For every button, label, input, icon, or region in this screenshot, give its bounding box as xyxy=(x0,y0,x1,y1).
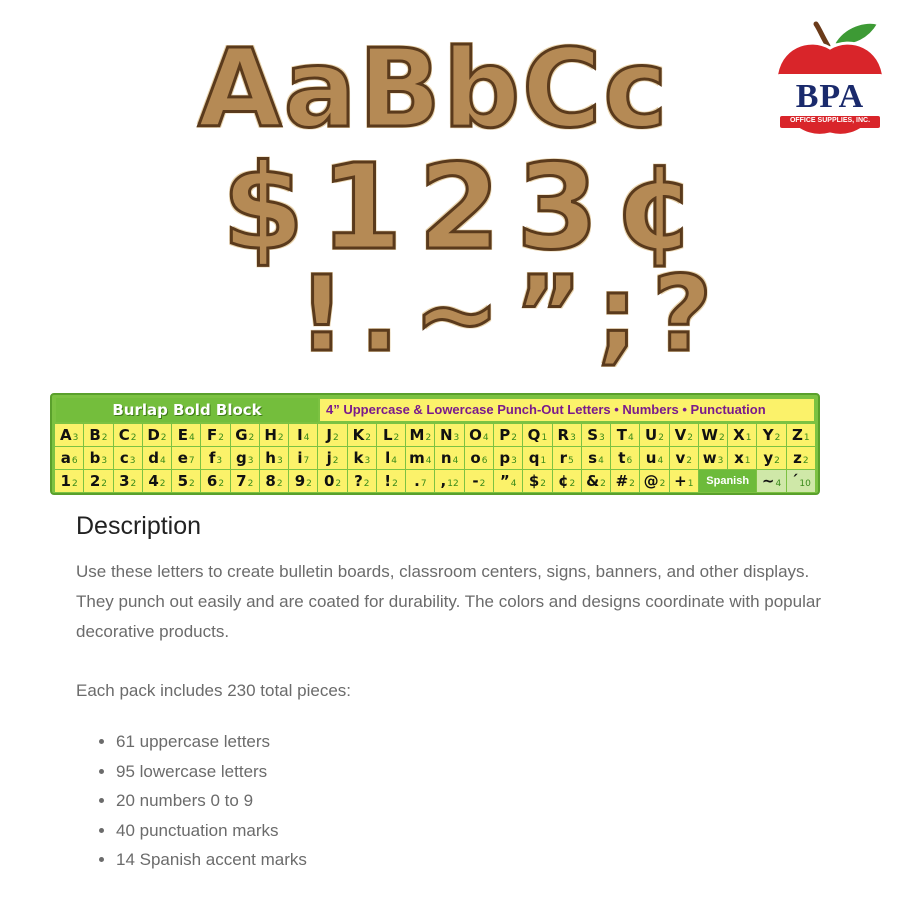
piece-cell xyxy=(84,424,112,446)
piece-char: o xyxy=(470,449,481,467)
hero-glyph: B xyxy=(358,27,441,152)
piece-count: 2 xyxy=(569,479,576,489)
piece-count: 2 xyxy=(687,433,693,443)
hero-glyph: . xyxy=(359,253,399,375)
piece-count: 7 xyxy=(303,456,310,466)
piece-count: 2 xyxy=(189,479,195,489)
piece-cell xyxy=(377,470,405,492)
piece-cell xyxy=(640,470,668,492)
hero-glyph: 1 xyxy=(320,138,403,276)
piece-cell xyxy=(114,470,142,492)
piece-char: S xyxy=(587,426,599,444)
product-hero-image xyxy=(0,0,900,390)
piece-cell xyxy=(523,447,551,469)
piece-char: 7 xyxy=(236,472,247,490)
piece-char: @ xyxy=(643,472,659,490)
piece-count: 2 xyxy=(159,479,166,489)
piece-cell xyxy=(523,424,551,446)
piece-char: T xyxy=(616,426,627,444)
piece-cell xyxy=(553,447,581,469)
piece-char: 4 xyxy=(148,472,159,490)
piece-cell xyxy=(523,470,551,492)
piece-count: 1 xyxy=(803,433,810,443)
piece-count: 2 xyxy=(393,433,400,443)
piece-count: 4 xyxy=(303,433,310,443)
piece-cell xyxy=(55,470,83,492)
piece-cell xyxy=(231,447,259,469)
piece-char: w xyxy=(702,449,717,467)
piece-cell xyxy=(260,470,288,492)
piece-count: 2 xyxy=(658,433,664,443)
piece-count: 4 xyxy=(657,456,664,466)
piece-char: X xyxy=(733,426,745,444)
piece-cell xyxy=(84,447,112,469)
piece-cell xyxy=(670,447,698,469)
piece-count: 2 xyxy=(277,433,284,443)
piece-cell xyxy=(406,470,434,492)
hero-glyph: ~ xyxy=(412,253,501,375)
piece-char: 8 xyxy=(265,472,276,490)
piece-count: 4 xyxy=(188,433,195,443)
hero-glyph: ” xyxy=(514,253,583,375)
piece-char: ? xyxy=(354,472,363,490)
piece-char: 1 xyxy=(60,472,71,490)
piece-count: 1 xyxy=(744,456,751,466)
piece-cell xyxy=(55,424,83,446)
piece-char: 0 xyxy=(323,472,335,490)
piece-char: 9 xyxy=(294,472,306,490)
piece-char: r xyxy=(559,449,568,467)
piece-char: q xyxy=(528,449,540,467)
piece-count: 2 xyxy=(335,479,342,489)
piece-cell xyxy=(289,424,317,446)
piece-count: 2 xyxy=(479,479,486,489)
piece-count: 2 xyxy=(101,479,107,489)
pack-contents-item: • 40 punctuation marks xyxy=(116,816,836,846)
piece-count: 2 xyxy=(629,479,635,489)
piece-count: 2 xyxy=(600,479,606,489)
piece-count: 4 xyxy=(627,433,634,443)
piece-cell xyxy=(201,447,229,469)
piece-count-grid xyxy=(55,424,815,492)
piece-cell xyxy=(494,424,522,446)
piece-char: m xyxy=(409,449,425,467)
hero-glyph: ! xyxy=(298,253,346,375)
piece-cell xyxy=(553,424,581,446)
piece-char: j xyxy=(326,449,332,467)
piece-cell xyxy=(699,447,727,469)
piece-char: 3 xyxy=(119,472,130,490)
piece-cell xyxy=(699,424,727,446)
piece-count: 3 xyxy=(364,456,371,466)
piece-char: A xyxy=(59,426,72,444)
piece-cell xyxy=(114,424,142,446)
piece-cell xyxy=(377,447,405,469)
piece-char: a xyxy=(60,449,71,467)
piece-cell xyxy=(494,470,522,492)
hero-glyph: ; xyxy=(596,253,639,375)
piece-count: 4 xyxy=(452,456,459,466)
piece-char: 5 xyxy=(177,472,189,490)
piece-cell xyxy=(553,470,581,492)
piece-count: 3 xyxy=(599,433,605,443)
hero-row-numbers xyxy=(222,138,713,276)
piece-cell xyxy=(611,470,639,492)
piece-count: 2 xyxy=(101,433,108,443)
piece-char: D xyxy=(147,426,160,444)
piece-cell xyxy=(84,470,112,492)
piece-cell xyxy=(406,424,434,446)
piece-cell xyxy=(582,424,610,446)
piece-cell xyxy=(611,424,639,446)
piece-char: e xyxy=(177,449,188,467)
piece-cell xyxy=(728,447,756,469)
pack-contents-item: • 14 Spanish accent marks xyxy=(116,845,836,875)
piece-count: 2 xyxy=(276,479,283,489)
piece-count: 2 xyxy=(247,479,254,489)
hero-glyph: a xyxy=(283,27,357,152)
piece-char: 2 xyxy=(89,472,101,490)
piece-char: F xyxy=(206,426,218,444)
piece-char: C xyxy=(118,426,130,444)
piece-count: 2 xyxy=(306,479,312,489)
piece-count: 1 xyxy=(687,479,694,489)
hero-row-letters xyxy=(198,27,669,152)
hero-glyph: $ xyxy=(222,138,305,276)
piece-cell xyxy=(435,447,463,469)
hero-glyph: C xyxy=(522,27,602,152)
pack-contents-intro: Each pack includes 230 total pieces: xyxy=(76,681,352,700)
piece-count: 3 xyxy=(72,433,79,443)
piece-count: 10 xyxy=(799,479,811,489)
piece-cell xyxy=(435,470,463,492)
hero-glyph: A xyxy=(198,27,282,152)
piece-count: 4 xyxy=(775,479,782,489)
piece-cell xyxy=(289,447,317,469)
piece-count: 2 xyxy=(802,456,809,466)
piece-cell xyxy=(670,470,698,492)
piece-char: K xyxy=(352,426,365,444)
piece-char: R xyxy=(557,426,570,444)
piece-char: ¢ xyxy=(558,472,569,490)
piece-cell xyxy=(640,424,668,446)
piece-cell xyxy=(494,447,522,469)
piece-cell xyxy=(728,424,756,446)
piece-cell xyxy=(465,424,493,446)
piece-cell xyxy=(318,424,346,446)
piece-cell xyxy=(611,447,639,469)
piece-cell xyxy=(465,470,493,492)
piece-count: 1 xyxy=(541,433,548,443)
piece-cell xyxy=(348,447,376,469)
piece-char: G xyxy=(235,426,248,444)
piece-cell xyxy=(143,424,171,446)
piece-cell xyxy=(172,424,200,446)
piece-cell xyxy=(435,424,463,446)
piece-count: 2 xyxy=(363,479,370,489)
pack-contents-item: • 61 uppercase letters xyxy=(116,727,836,757)
logo-tagline: OFFICE SUPPLIES, INC. xyxy=(789,117,871,124)
hero-glyph: ¢ xyxy=(614,138,697,276)
piece-cell xyxy=(348,424,376,446)
piece-cell xyxy=(377,424,405,446)
piece-cell xyxy=(114,447,142,469)
piece-char: + xyxy=(674,472,687,490)
piece-char: p xyxy=(499,449,511,467)
hero-glyph: b xyxy=(442,27,521,152)
product-line-title: Burlap Bold Block xyxy=(56,398,318,422)
piece-char: O xyxy=(469,426,482,444)
piece-count: 2 xyxy=(130,433,137,443)
piece-char: d xyxy=(148,449,159,467)
piece-char: i xyxy=(297,449,303,467)
piece-count: 4 xyxy=(391,456,398,466)
piece-cell xyxy=(757,470,785,492)
piece-char: l xyxy=(385,449,391,467)
piece-cell xyxy=(465,447,493,469)
piece-count: 7 xyxy=(420,479,427,489)
piece-count: 2 xyxy=(392,479,398,489)
piece-char: # xyxy=(615,472,629,490)
hero-glyph: 2 xyxy=(418,138,501,276)
piece-cell xyxy=(787,470,815,492)
piece-cell xyxy=(143,447,171,469)
piece-count: 2 xyxy=(71,479,78,489)
logo-wordmark: BPA xyxy=(795,78,865,115)
piece-char: g xyxy=(236,449,247,467)
piece-cell xyxy=(318,470,346,492)
piece-char: W xyxy=(701,426,718,444)
piece-cell xyxy=(260,424,288,446)
piece-count: 6 xyxy=(71,456,78,466)
piece-char: f xyxy=(208,449,216,467)
piece-count: 2 xyxy=(540,479,547,489)
piece-char: h xyxy=(265,449,276,467)
piece-cell xyxy=(406,447,434,469)
piece-char: ~ xyxy=(761,472,775,490)
piece-count: 4 xyxy=(425,456,432,466)
piece-char: x xyxy=(734,449,744,467)
piece-cell xyxy=(582,470,610,492)
piece-count: 3 xyxy=(129,456,136,466)
spanish-label: Spanish xyxy=(699,470,757,492)
description-paragraph: Use these letters to create bulletin boards, classroom centers, signs, banners, and other displays. They punch out easily and are coated for durability. The colors and designs coordinate with popular decorative products. xyxy=(76,562,821,641)
piece-count: 3 xyxy=(570,433,576,443)
piece-char: $ xyxy=(528,472,540,490)
piece-char: I xyxy=(297,426,303,444)
piece-cell xyxy=(289,470,317,492)
piece-char: U xyxy=(645,426,658,444)
piece-char: Z xyxy=(792,426,803,444)
piece-cell xyxy=(231,424,259,446)
product-subtitle: 4” Uppercase & Lowercase Punch-Out Letters • Numbers • Punctuation xyxy=(320,399,814,421)
piece-count: 3 xyxy=(101,456,108,466)
bpa-logo[interactable] xyxy=(770,18,890,146)
piece-char: M xyxy=(409,426,425,444)
piece-char: 6 xyxy=(206,472,218,490)
piece-char: b xyxy=(89,449,101,467)
piece-count: 2 xyxy=(130,479,137,489)
piece-char: N xyxy=(439,426,453,444)
piece-cell xyxy=(172,470,200,492)
piece-count: 4 xyxy=(482,433,489,443)
piece-count: 2 xyxy=(425,433,432,443)
piece-count: 2 xyxy=(774,433,781,443)
piece-char: s xyxy=(588,449,598,467)
piece-count: 2 xyxy=(511,433,518,443)
hero-glyph: c xyxy=(603,27,668,152)
piece-cell xyxy=(640,447,668,469)
piece-char: k xyxy=(353,449,364,467)
piece-cell xyxy=(348,470,376,492)
piece-count: 2 xyxy=(160,433,167,443)
piece-char: P xyxy=(499,426,511,444)
piece-count: 4 xyxy=(510,479,517,489)
piece-char: y xyxy=(763,449,774,467)
piece-cell xyxy=(143,470,171,492)
contents-chart xyxy=(50,393,820,495)
piece-char: Q xyxy=(527,426,541,444)
hero-glyph: 3 xyxy=(516,138,599,276)
piece-char: L xyxy=(382,426,393,444)
piece-char: n xyxy=(440,449,452,467)
piece-char: c xyxy=(119,449,129,467)
pack-contents-item: • 20 numbers 0 to 9 xyxy=(116,786,836,816)
piece-cell xyxy=(231,470,259,492)
piece-char: v xyxy=(675,449,686,467)
piece-char: t xyxy=(618,449,626,467)
hero-glyph: ? xyxy=(652,253,713,375)
piece-count: 2 xyxy=(218,433,224,443)
piece-count: 6 xyxy=(481,456,488,466)
piece-count: 4 xyxy=(598,456,604,466)
piece-count: 3 xyxy=(511,456,517,466)
piece-count: 3 xyxy=(453,433,460,443)
piece-char: u xyxy=(645,449,657,467)
piece-count: 1 xyxy=(745,433,752,443)
piece-char: , xyxy=(440,472,447,490)
piece-char: z xyxy=(793,449,802,467)
piece-count: 2 xyxy=(332,456,339,466)
piece-cell xyxy=(55,447,83,469)
piece-char: ´ xyxy=(790,472,799,490)
piece-count: 2 xyxy=(218,479,225,489)
piece-count: 2 xyxy=(659,479,666,489)
piece-cell xyxy=(201,470,229,492)
piece-count: 2 xyxy=(248,433,255,443)
piece-char: B xyxy=(89,426,101,444)
piece-char: ! xyxy=(384,472,392,490)
description-heading: Description xyxy=(76,512,202,540)
piece-cell xyxy=(172,447,200,469)
piece-char: - xyxy=(472,472,479,490)
pack-contents-list xyxy=(76,727,836,875)
piece-cell xyxy=(670,424,698,446)
piece-count: 2 xyxy=(365,433,371,443)
piece-cell xyxy=(787,424,815,446)
piece-char: E xyxy=(177,426,188,444)
piece-count: 5 xyxy=(568,456,574,466)
piece-cell xyxy=(787,447,815,469)
piece-char: V xyxy=(674,426,687,444)
piece-count: 3 xyxy=(216,456,223,466)
piece-cell xyxy=(757,447,785,469)
piece-char: J xyxy=(326,426,332,444)
piece-count: 4 xyxy=(159,456,166,466)
piece-char: Y xyxy=(762,426,774,444)
description-section xyxy=(76,512,836,875)
piece-count: 1 xyxy=(540,456,547,466)
piece-count: 6 xyxy=(626,456,633,466)
piece-char: & xyxy=(586,472,600,490)
piece-count: 2 xyxy=(718,433,725,443)
piece-count: 2 xyxy=(686,456,693,466)
piece-cell xyxy=(201,424,229,446)
piece-count: 3 xyxy=(717,456,724,466)
piece-count: 2 xyxy=(774,456,780,466)
pack-contents-item: • 95 lowercase letters xyxy=(116,757,836,787)
hero-row-punctuation xyxy=(298,253,726,375)
piece-count: 12 xyxy=(447,479,459,489)
piece-cell xyxy=(260,447,288,469)
piece-char: H xyxy=(264,426,277,444)
piece-count: 2 xyxy=(332,433,339,443)
piece-cell xyxy=(582,447,610,469)
piece-char: ” xyxy=(499,472,510,490)
piece-char: . xyxy=(414,472,420,490)
piece-count: 3 xyxy=(247,456,254,466)
piece-count: 7 xyxy=(188,456,195,466)
piece-cell xyxy=(318,447,346,469)
piece-count: 3 xyxy=(276,456,283,466)
piece-cell xyxy=(757,424,785,446)
